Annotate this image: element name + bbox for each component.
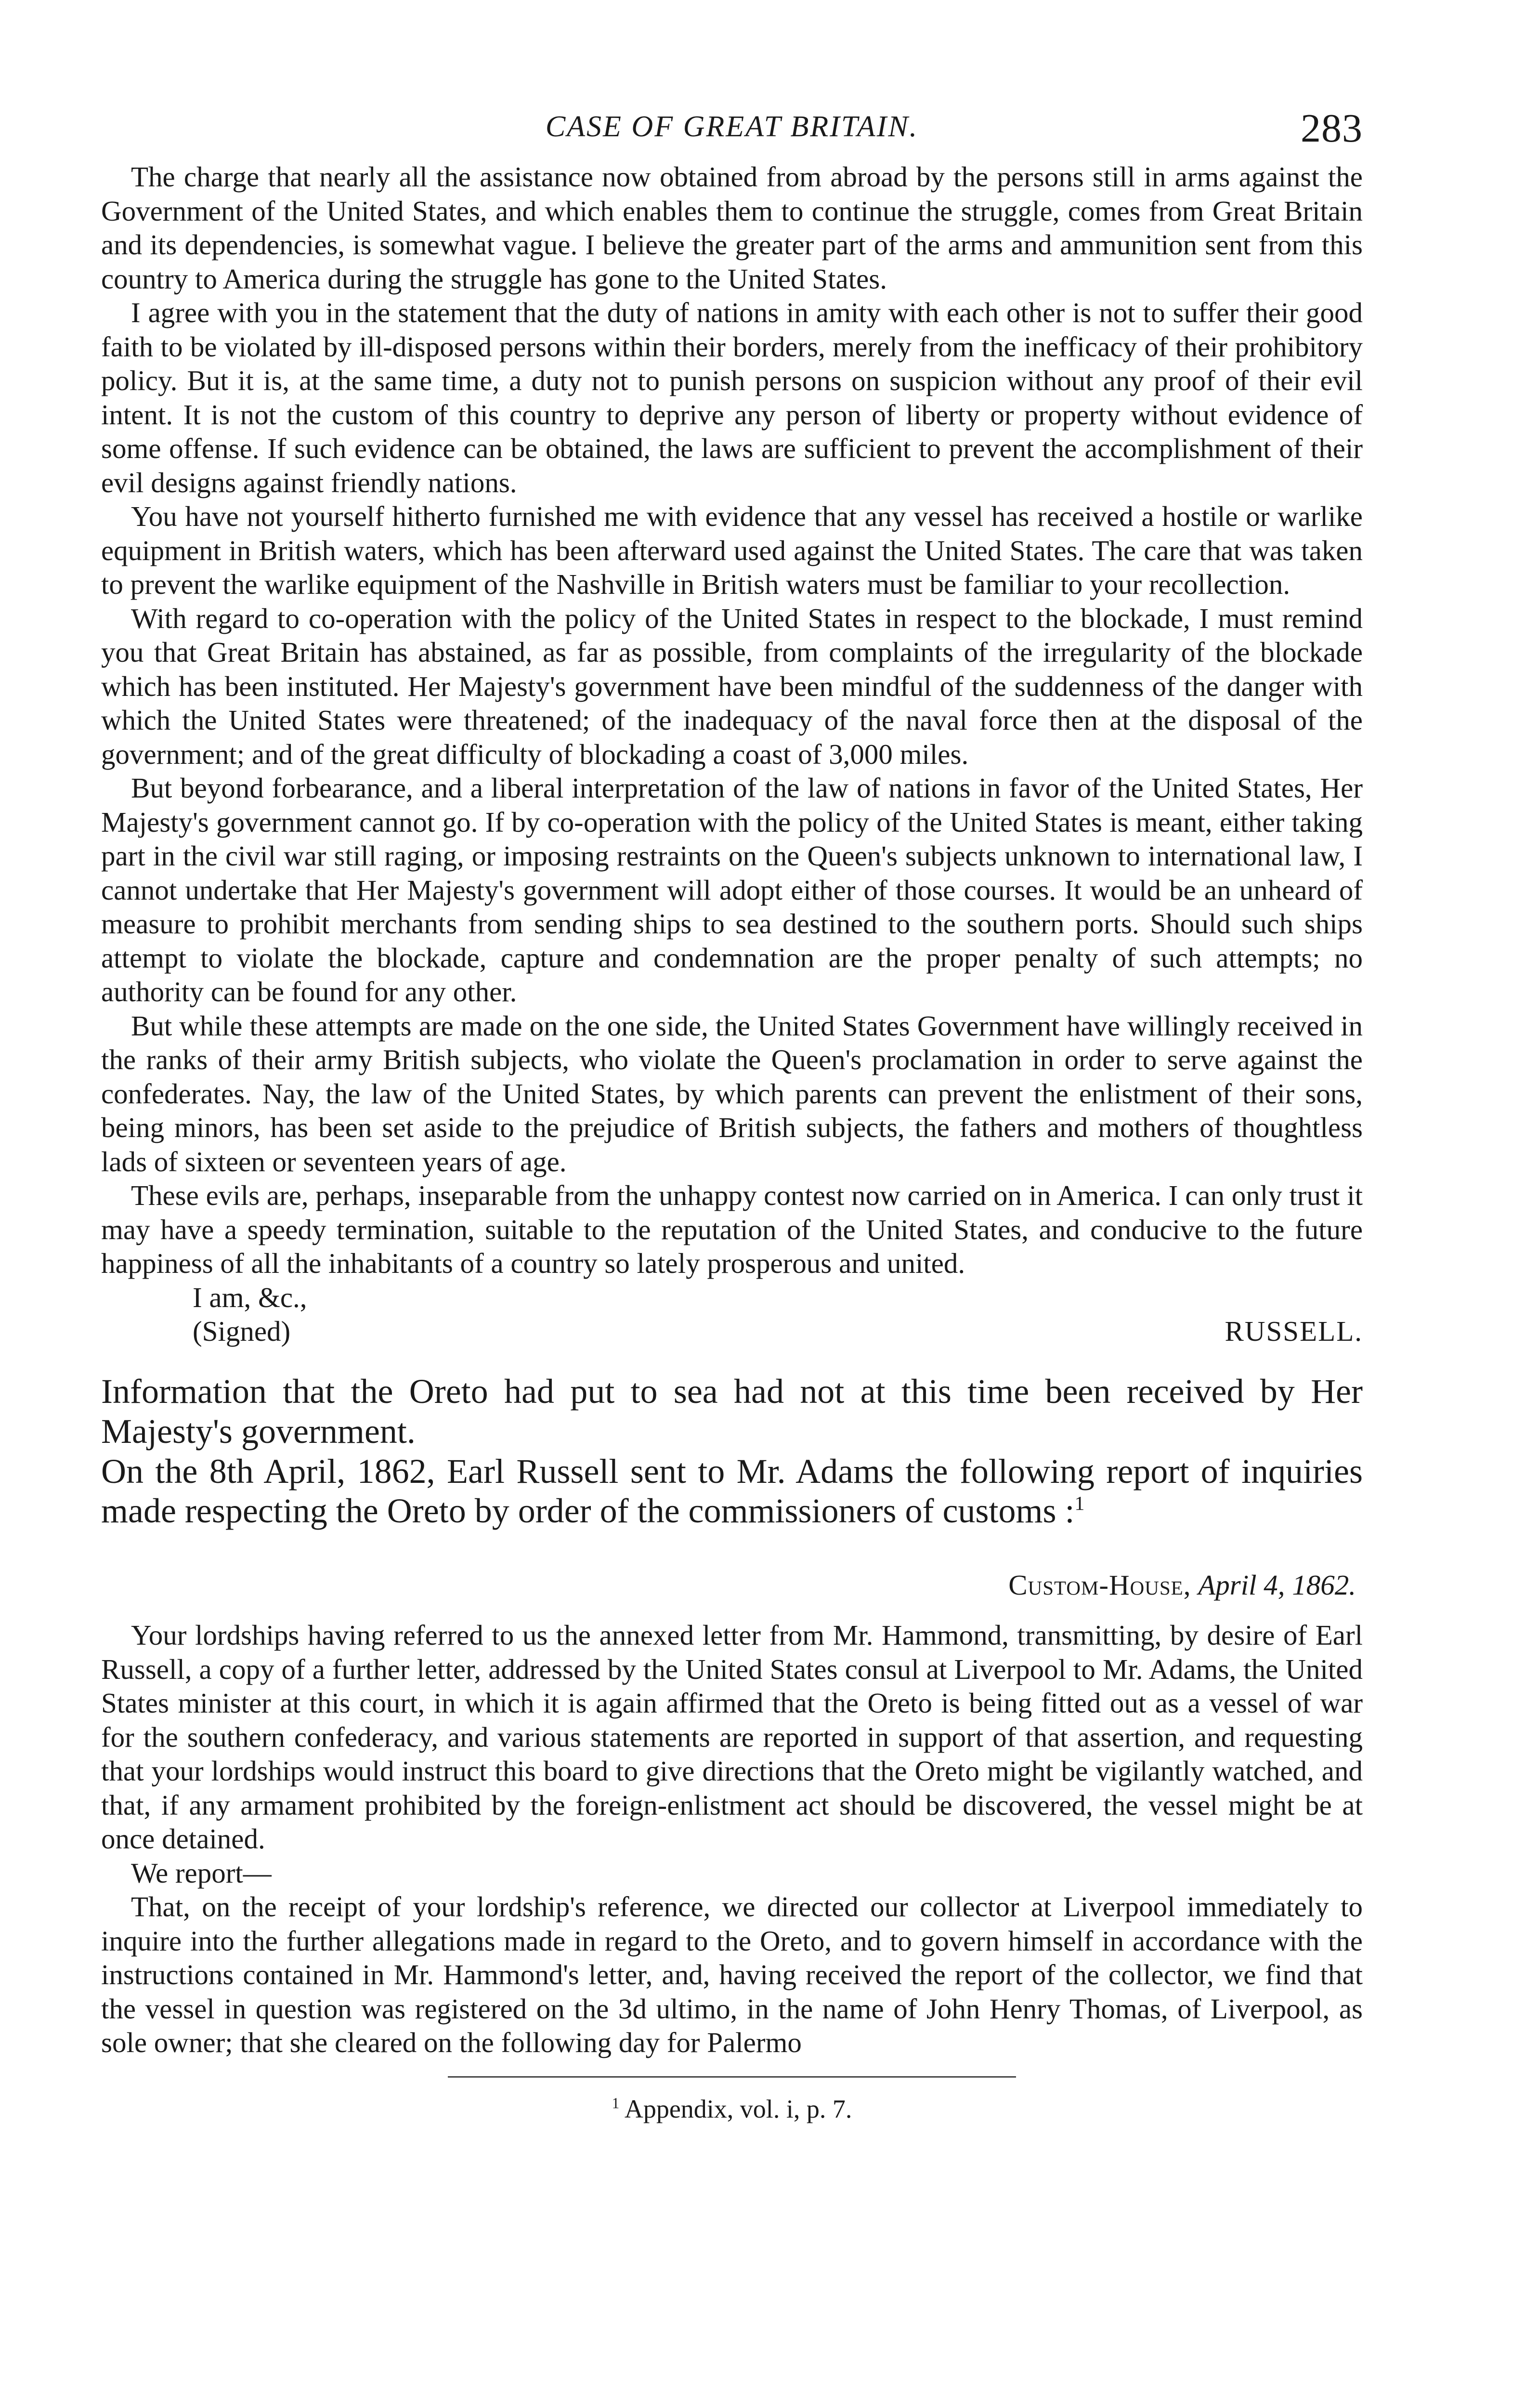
signed-label: (Signed) — [193, 1315, 291, 1347]
letter-paragraph: I agree with you in the statement that the duty of nations in amity with each other is not to suffer their good faith to be violated by ill-disposed persons within their borders, merely from the inefficacy of their prohibitory policy. But it is, at the same time, a duty not to punish persons on suspicion without any proof of their evil intent. It is not the custom of this country to deprive any person of liberty or property without evidence of some offense. If such evidence can be obtained, the laws are sufficient to prevent the accomplishment of their evil designs against friendly nations. — [101, 297, 1363, 498]
running-head-title: CASE OF GREAT BRITAIN. — [545, 110, 919, 143]
dateline-place: Custom-House, — [1008, 1569, 1191, 1601]
signature: RUSSELL. — [1225, 1315, 1363, 1347]
dateline-date: April 4, 1862. — [1198, 1569, 1356, 1601]
footnote-text: Appendix, vol. i, p. 7. — [624, 2094, 852, 2123]
letter-paragraph: You have not yourself hitherto furnished me with evidence that any vessel has received a hostile or warlike equipment in British waters, which has been afterward used against the United States. The care that was taken to prevent the warlike equipment of the Nashville in British waters must be familiar to your recollection. — [101, 500, 1363, 600]
narrative-paragraph: Information that the Oreto had put to sea had not at this time been received by Her Majesty's government. — [101, 1372, 1363, 1451]
footnote-reference: 1 — [1074, 1492, 1085, 1515]
report-dateline — [101, 1569, 1356, 1602]
letter-paragraph: But while these attempts are made on the one side, the United States Government have willingly received in the ranks of their army British subjects, who violate the Queen's proclamation in order to serve against the confederates. Nay, the law of the United States, by which parents can prevent the enlistment of their sons, being minors, has been set aside to the prejudice of British subjects, the fathers and mothers of thoughtless lads of sixteen or seventeen years of age. — [101, 1009, 1363, 1178]
report-paragraph: That, on the receipt of your lordship's reference, we directed our collector at Liverpool immediately to inquire into the further allegations made in regard to the Oreto, and to govern himself in accordance with the instructions contained in Mr. Hammond's letter, and, having received the report of the collector, we find that the vessel in question was registered on the 3d ultimo, in the name of John Henry Thomas, of Liverpool, as sole owner; that she cleared on the following day for Palermo — [101, 1891, 1363, 2059]
letter-closing — [101, 1281, 1363, 1349]
narrative-text: On the 8th April, 1862, Earl Russell sent to Mr. Adams the following report of inquiries made respecting the Oreto by order of the commissioners of customs : — [101, 1452, 1363, 1531]
letter-paragraph: The charge that nearly all the assistance now obtained from abroad by the persons still in arms against the Government of the United States, and which enables them to continue the struggle, comes from Great Britain and its dependencies, is somewhat vague. I believe the greater part of the arms and ammunition sent from this country to America during the struggle has gone to the United States. — [101, 161, 1363, 295]
running-head — [101, 96, 1363, 149]
closing-line: I am, &c., — [193, 1281, 307, 1313]
narrative-paragraph — [101, 1452, 1363, 1531]
footnote — [101, 2094, 1363, 2124]
report-paragraph: We report— — [131, 1857, 272, 1889]
letter-paragraph: These evils are, perhaps, inseparable from the unhappy contest now carried on in America. I can only trust it may have a speedy termination, suitable to the reputation of the United States, and conducive to the future happiness of all the inhabitants of a country so lately prosperous and united. — [101, 1179, 1363, 1279]
page-number: 283 — [1301, 106, 1363, 151]
letter-paragraph: With regard to co-operation with the policy of the United States in respect to the blockade, I must remind you that Great Britain has abstained, as far as possible, from complaints of the irregularity of the blockade which has been instituted. Her Majesty's government have been mindful of the suddenness of the danger with which the United States were threatened; of the inadequacy of the naval force then at the disposal of the government; and of the great difficulty of blockading a coast of 3,000 miles. — [101, 602, 1363, 770]
footnote-marker: 1 — [612, 2094, 620, 2112]
footnote-divider — [448, 2076, 1016, 2078]
narrative-section — [101, 1372, 1363, 1531]
russell-letter — [101, 160, 1363, 1348]
document-page — [101, 96, 1363, 2124]
letter-paragraph: But beyond forbearance, and a liberal interpretation of the law of nations in favor of the United States, Her Majesty's government cannot go. If by co-operation with the policy of the United States is meant, either taking part in the civil war still raging, or imposing restraints on the Queen's subjects unknown to international law, I cannot undertake that Her Majesty's government will adopt either of those courses. It would be an unheard of measure to prohibit merchants from sending ships to sea destined to the southern ports. Should such ships attempt to violate the blockade, capture and condemnation are the proper penalty of such attempts; no authority can be found for any other. — [101, 772, 1363, 1008]
signed-row — [193, 1314, 1363, 1348]
customs-report — [101, 1618, 1363, 2060]
report-paragraph: Your lordships having referred to us the annexed letter from Mr. Hammond, transmitting, by desire of Earl Russell, a copy of a further letter, addressed by the United States consul at Liverpool to Mr. Adams, the United States minister at this court, in which it is again affirmed that the Oreto is being fitted out as a vessel of war for the southern confederacy, and various statements are reported in support of that assertion, and requesting that your lordships would instruct this board to give directions that the Oreto might be vigilantly watched, and that, if any armament prohibited by the foreign-enlistment act should be discovered, the vessel might be at once detained. — [101, 1619, 1363, 1855]
